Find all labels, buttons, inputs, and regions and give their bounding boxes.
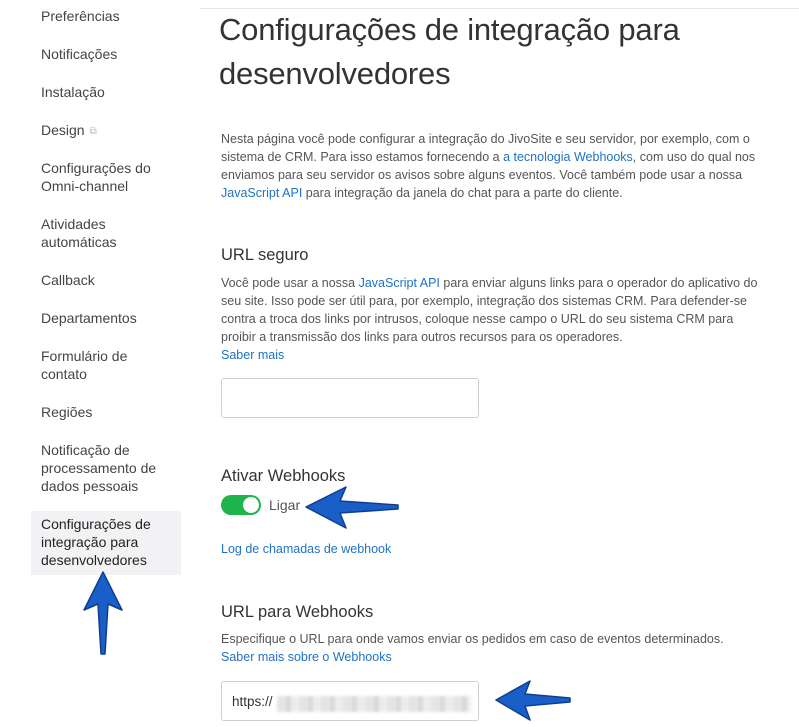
webhooks-technology-link[interactable]: a tecnologia Webhooks	[503, 150, 633, 164]
toggle-knob	[243, 497, 259, 513]
secure-url-title: URL seguro	[221, 246, 309, 264]
secure-url-input[interactable]	[221, 378, 479, 418]
intro-text-part: Nesta página você pode configurar a integração do JivoSite e seu servidor, por exemplo, com o sistema de CRM. Para isso estamos fornecendo a	[221, 132, 750, 164]
page-title: Configurações de integração para desenvolvedores	[219, 12, 680, 91]
sidebar-item-regioes[interactable]: Regiões	[41, 404, 93, 420]
webhooks-toggle-label[interactable]: Ligar	[269, 497, 301, 513]
sidebar-item-notificacao-dados-pessoais[interactable]: Notificação de processamento de dados pessoais	[41, 442, 157, 494]
annotation-arrow-left-icon	[300, 484, 405, 532]
sidebar-item-instalacao[interactable]: Instalação	[41, 84, 105, 100]
secure-url-learn-more-link[interactable]: Saber mais	[221, 348, 285, 362]
intro-text	[221, 130, 769, 202]
external-link-icon: ⧉	[89, 126, 97, 137]
javascript-api-link[interactable]: JavaScript API	[358, 276, 440, 290]
javascript-api-link[interactable]: JavaScript API	[221, 186, 303, 200]
sidebar-item-integracao-desenvolvedores[interactable]: Configurações de integração para desenvolvedores	[31, 511, 181, 575]
redacted-url-blur	[277, 696, 471, 712]
sidebar-item-preferencias[interactable]: Preferências	[41, 8, 120, 24]
webhooks-toggle-title: Ativar Webhooks	[221, 467, 346, 485]
sidebar-item-label: Design	[41, 122, 85, 138]
secure-url-description	[221, 274, 769, 364]
sidebar-item-notificacoes[interactable]: Notificações	[41, 46, 118, 62]
webhooks-url-description	[221, 630, 769, 666]
webhook-log-link[interactable]: Log de chamadas de webhook	[221, 542, 392, 556]
sidebar-item-omni-channel[interactable]: Configurações do Omni-channel	[41, 160, 151, 194]
secure-url-text-part: Você pode usar a nossa	[221, 276, 359, 290]
sidebar-item-design[interactable]	[41, 121, 176, 141]
sidebar-item-departamentos[interactable]: Departamentos	[41, 310, 137, 326]
webhooks-url-text: Especifique o URL para onde vamos enviar os pedidos em caso de eventos determinados.	[221, 632, 724, 646]
sidebar-item-atividades-automaticas[interactable]: Atividades automáticas	[41, 216, 117, 250]
webhooks-learn-more-link[interactable]: Saber mais sobre o Webhooks	[221, 650, 392, 664]
sidebar-item-callback[interactable]: Callback	[41, 272, 95, 288]
intro-text-part: , com uso do qual nos enviamos para seu servidor os avisos sobre alguns eventos. Você também pode usar a nossa	[221, 150, 756, 182]
webhooks-url-title: URL para Webhooks	[221, 603, 374, 621]
sidebar-item-formulario-de-contato[interactable]: Formulário de contato	[41, 348, 128, 382]
intro-text-part: para integração da janela do chat para a parte do cliente.	[302, 186, 623, 200]
sidebar	[0, 0, 190, 727]
annotation-arrow-left-icon	[490, 678, 575, 724]
secure-url-text-part: para enviar alguns links para o operador do aplicativo do seu site. Isso pode ser útil para, por exemplo, integração dos sistemas CRM. Para defender-se contra a troca dos links por intrusos, coloque nesse campo o URL do seu sistema CRM para proibir a transmissão dos links para outros recursos para os operadores.	[221, 276, 758, 344]
webhooks-toggle[interactable]	[221, 495, 261, 515]
